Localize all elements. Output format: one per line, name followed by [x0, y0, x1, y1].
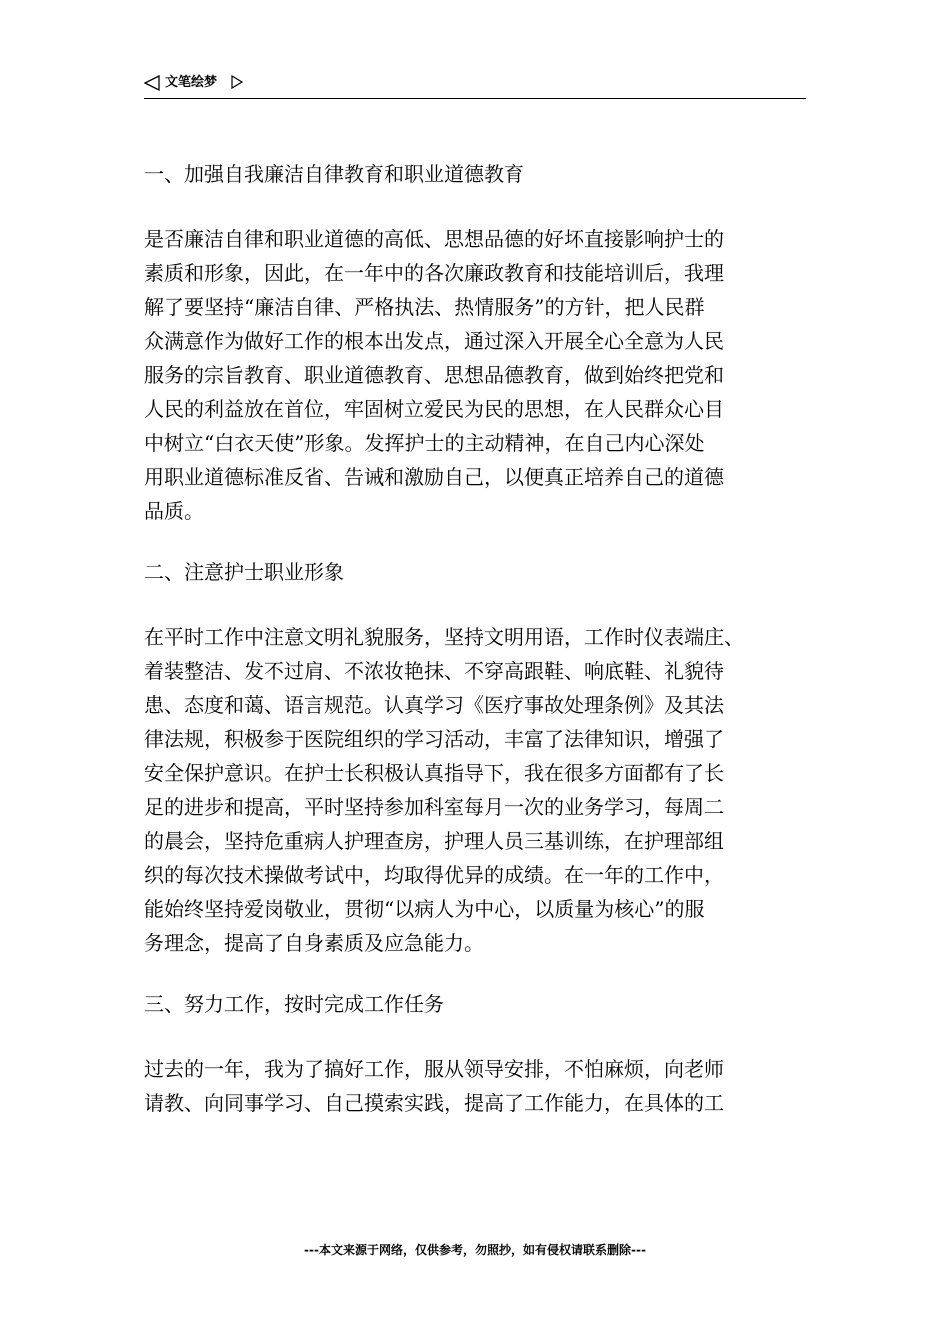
paragraph-line: 品质。: [144, 499, 204, 523]
section-paragraph: [144, 620, 824, 960]
paragraph-line: 律法规，积极参于医院组织的学习活动，丰富了法律知识，增强了: [144, 727, 724, 751]
section-heading: 三、努力工作，按时完成工作任务: [144, 992, 444, 1016]
paragraph-line: 请教、向同事学习、自己摸索实践，提高了工作能力，在具体的工: [144, 1091, 724, 1115]
paragraph-line: 安全保护意识。在护士长积极认真指导下，我在很多方面都有了长: [144, 761, 724, 785]
paragraph-line: 素质和形象，因此，在一年中的各次廉政教育和技能培训后，我理: [144, 261, 724, 285]
paragraph-line: 在平时工作中注意文明礼貌服务，坚持文明用语，工作时仪表端庄、: [144, 625, 744, 649]
paragraph-line: 患、态度和蔼、语言规范。认真学习《医疗事故处理条例》及其法: [144, 693, 724, 717]
paragraph-line: 织的每次技术操做考试中，均取得优异的成绩。在一年的工作中，: [144, 863, 724, 887]
section-paragraph: [144, 222, 824, 528]
paragraph-line: 足的进步和提高，平时坚持参加科室每月一次的业务学习，每周二: [144, 795, 724, 819]
paragraph-line: 用职业道德标准反省、告诫和激励自己，以便真正培养自己的道德: [144, 465, 724, 489]
paragraph-line: 是否廉洁自律和职业道德的高低、思想品德的好坏直接影响护士的: [144, 227, 724, 251]
paragraph-line: 中树立“白衣天使”形象。发挥护士的主动精神，在自己内心深处: [144, 431, 705, 455]
paragraph-line: 解了要坚持“廉洁自律、严格执法、热情服务”的方针，把人民群: [144, 295, 705, 319]
paragraph-line: 过去的一年，我为了搞好工作，服从领导安排，不怕麻烦，向老师: [144, 1057, 724, 1081]
paragraph-line: 能始终坚持爱岗敬业，贯彻“以病人为中心，以质量为核心”的服: [144, 897, 705, 921]
section-paragraph: [144, 1052, 824, 1120]
section-heading: 一、加强自我廉洁自律教育和职业道德教育: [144, 162, 524, 186]
paragraph-line: 服务的宗旨教育、职业道德教育、思想品德教育，做到始终把党和: [144, 363, 724, 387]
paragraph-line: 众满意作为做好工作的根本出发点，通过深入开展全心全意为人民: [144, 329, 724, 353]
page-header: [144, 74, 806, 99]
paragraph-line: 务理念，提高了自身素质及应急能力。: [144, 931, 484, 955]
paragraph-line: 人民的利益放在首位，牢固树立爱民为民的思想，在人民群众心目: [144, 397, 724, 421]
footer-disclaimer: ---本文来源于网络，仅供参考，勿照抄，如有侵权请联系删除---: [304, 1243, 646, 1257]
paragraph-line: 的晨会，坚持危重病人护理查房，护理人员三基训练，在护理部组: [144, 829, 724, 853]
left-triangle-icon: [144, 75, 160, 91]
right-triangle-icon: [231, 75, 243, 89]
paragraph-line: 着装整洁、发不过肩、不浓妆艳抹、不穿高跟鞋、响底鞋、礼貌待: [144, 659, 724, 683]
section-heading: 二、注意护士职业形象: [144, 560, 344, 584]
header-title: 文笔绘梦: [165, 75, 218, 90]
document-body: [144, 150, 824, 1148]
